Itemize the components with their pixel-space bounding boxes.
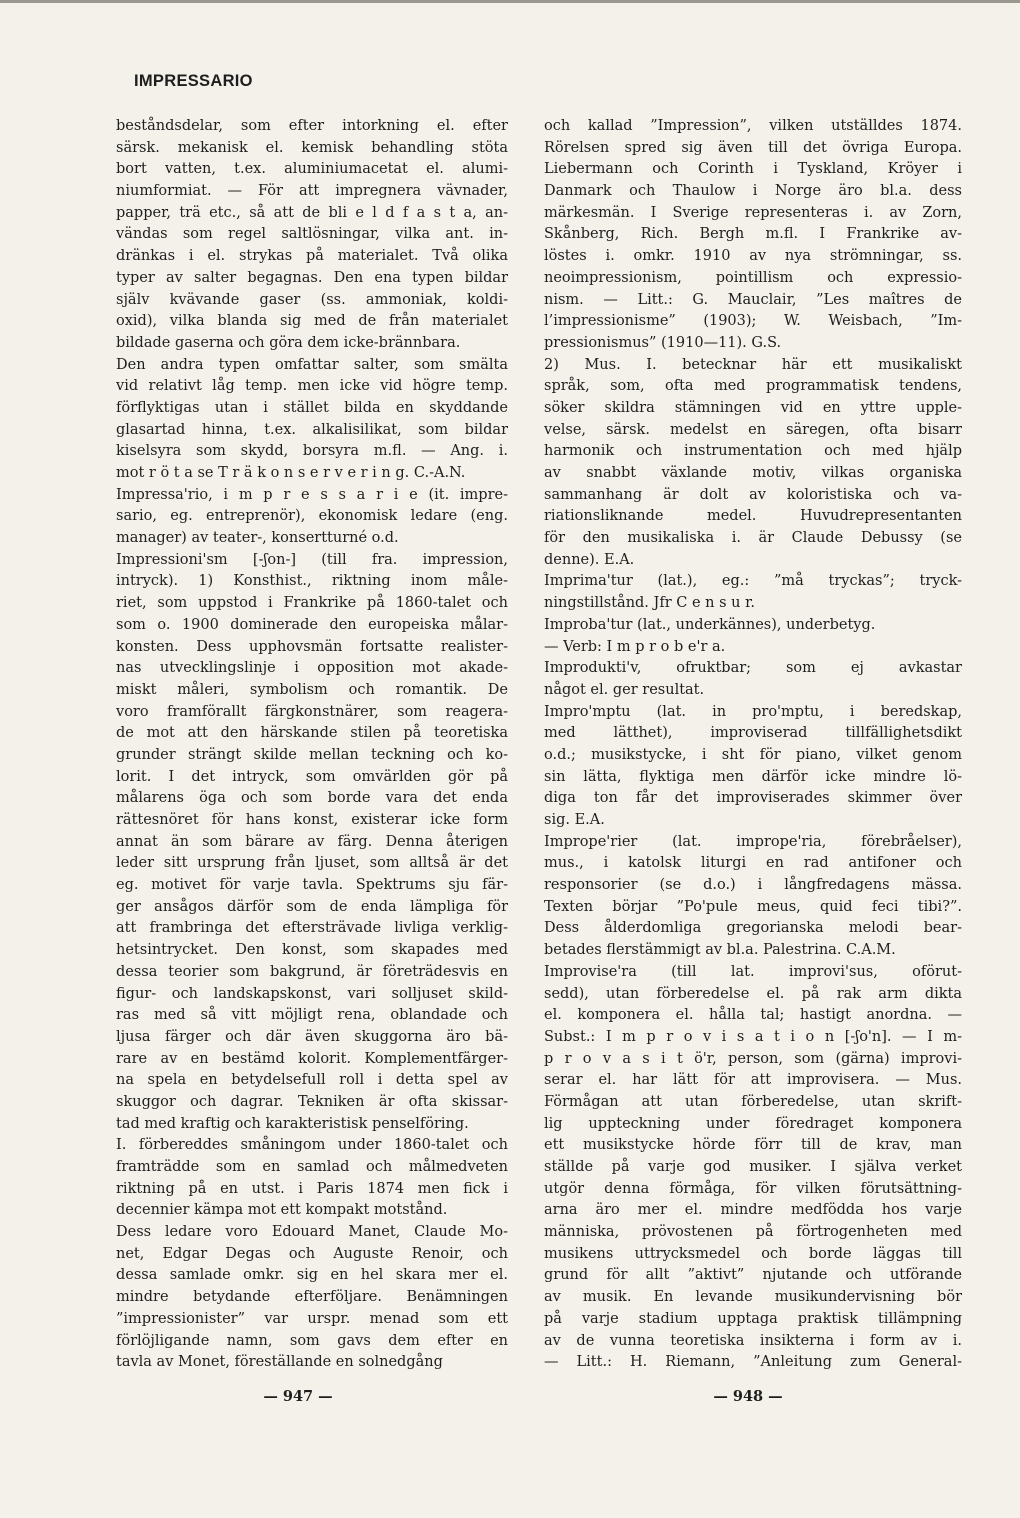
text-line: kiselsyra som skydd, borsyra m.fl. — Ang. i.	[116, 443, 508, 460]
text-line: arna äro mer el. mindre medfödda hos varje	[544, 1202, 962, 1219]
text-line: Förmågan att utan förberedelse, utan skrift-	[544, 1093, 962, 1110]
text-line: typer av salter begagnas. Den ena typen bildar	[116, 269, 508, 286]
text-line: av musik. En levande musikundervisning bör	[544, 1289, 962, 1306]
text-line: Subst.: I m p r o v i s a t i o n [-ʃo'n]. — I m-	[544, 1028, 962, 1045]
text-line: skuggor och dagrar. Tekniken är ofta skissar-	[116, 1093, 508, 1110]
text-line: papper, trä etc., så att de bli e l d f a s t a, an-	[116, 204, 508, 221]
text-line: Impressa'rio, i m p r e s s a r i e (it. impre-	[116, 486, 508, 503]
text-line: dessa samlade omkr. sig en hel skara mer el.	[116, 1267, 508, 1284]
text-line: Danmark och Thaulow i Norge äro bl.a. dess	[544, 183, 962, 200]
text-line: mot r ö t a se T r ä k o n s e r v e r i n g. C.-A.N.	[116, 465, 466, 481]
text-line: själv kvävande gaser (ss. ammoniak, koldi-	[116, 291, 508, 308]
text-line: mus., i katolsk liturgi en rad antifoner och	[544, 855, 962, 872]
text-line: I. förbereddes småningom under 1860-talet och	[116, 1137, 508, 1154]
text-line: p r o v a s i t ö'r, person, som (gärna) improvi-	[544, 1050, 962, 1067]
text-line: pressionismus” (1910—11). G.S.	[544, 334, 782, 351]
text-line: lorit. I det intryck, som omvärlden gör på	[116, 768, 508, 785]
text-line: neoimpressionism, pointillism och expressio-	[544, 269, 962, 286]
text-line: bort vatten, t.ex. aluminiumacetat el. alumi-	[116, 161, 508, 178]
text-line: ger ansågos därför som de enda lämpliga för	[116, 898, 508, 915]
text-line: löstes i. omkr. 1910 av nya strömningar, ss.	[544, 248, 962, 265]
text-line: voro framförallt färgkonstnärer, som reagera-	[116, 703, 508, 720]
text-line: sedd), utan förberedelse el. på rak arm dikta	[544, 985, 962, 1002]
text-line: sin lätta, flyktiga men därför icke mindre lö-	[544, 768, 962, 785]
text-line: na spela en betydelsefull roll i detta spel av	[116, 1072, 508, 1089]
text-line: bildade gaserna och göra dem icke-brännbara.	[116, 334, 461, 351]
text-line: på varje stadium upptaga praktisk tillämpning	[544, 1310, 962, 1327]
text-line: för den musikaliska i. är Claude Debussy (se	[544, 530, 962, 547]
text-line: med lätthet), improviserad tillfällighetsdikt	[544, 725, 962, 742]
text-line: ljusa färger och där även skuggorna äro bä-	[116, 1028, 508, 1045]
text-line: diga ton får det improviserades skimmer över	[544, 790, 962, 807]
text-line: niumformiat. — För att impregnera vävnader,	[116, 183, 508, 200]
text-line: glasartad hinna, t.ex. alkalisilikat, som bildar	[116, 421, 508, 438]
right-column	[544, 116, 962, 1376]
text-line: ”impressionister” var urspr. menad som ett	[116, 1310, 508, 1327]
text-line: denne). E.A.	[544, 551, 635, 568]
text-line: Improvise'ra (till lat. improvi'sus, oförut-	[544, 963, 962, 980]
text-line: serar el. har lätt för att improvisera. — Mus.	[544, 1072, 962, 1089]
text-line: manager) av teater-, konsertturné o.d.	[116, 530, 399, 547]
text-line: grund för allt ”aktivt” njutande och utförande	[544, 1267, 962, 1284]
text-line: mindre betydande efterföljare. Benämningen	[116, 1289, 508, 1306]
text-line: av de vunna teoretiska insikterna i form av i.	[544, 1332, 962, 1349]
left-column	[116, 116, 508, 1376]
text-line: responsorier (se d.o.) i långfredagens mässa.	[544, 877, 962, 894]
text-line: Improdukti'v, ofruktbar; som ej avkastar	[544, 660, 962, 677]
text-line: miskt måleri, symbolism och romantik. De	[116, 681, 508, 698]
text-line: förflyktigas utan i stället bilda en skyddande	[116, 399, 508, 416]
text-line: ett musikstycke hörde förr till de krav, man	[544, 1137, 962, 1154]
text-line: sario, eg. entreprenör), ekonomisk ledare (eng.	[116, 508, 508, 525]
text-line: riktning på en utst. i Paris 1874 men fick i	[116, 1180, 508, 1197]
text-line: språk, som, ofta med programmatisk tendens,	[544, 378, 962, 395]
text-line: beståndsdelar, som efter intorkning el. efter	[116, 118, 508, 134]
text-line: grunder strängt skilde mellan teckning och ko-	[116, 746, 508, 763]
text-line: Impressioni'sm [-ʃon-] (till fra. impression,	[116, 551, 508, 568]
text-line: eg. motivet för varje tavla. Spektrums sju fär-	[116, 877, 508, 894]
text-line: l’impressionisme” (1903); W. Weisbach, ”Im-	[544, 313, 962, 330]
text-line: Imprope'rier (lat. imprope'ria, förebråelser),	[544, 833, 962, 850]
text-line: människa, prövostenen på förtrogenheten med	[544, 1224, 962, 1241]
text-line: vid relativt låg temp. men icke vid högre temp.	[116, 378, 508, 395]
text-line: något el. ger resultat.	[544, 681, 705, 698]
text-line: musikens uttrycksmedel och borde läggas till	[544, 1245, 962, 1262]
text-line: sig. E.A.	[544, 812, 605, 828]
text-line: märkesmän. I Sverige representeras i. av Zorn,	[544, 204, 962, 221]
text-line: oxid), vilka blanda sig med de från materialet	[116, 313, 508, 330]
top-rule	[0, 0, 1020, 3]
text-line: tad med kraftig och karakteristisk penselföring.	[116, 1115, 469, 1132]
text-line: Liebermann och Corinth i Tyskland, Kröyer i	[544, 161, 962, 178]
page-number-right: — 948 —	[713, 1388, 783, 1405]
text-line: Texten börjar ”Po'pule meus, quid feci tibi?”.	[544, 898, 962, 915]
text-line: figur- och landskapskonst, vari solljuset skild-	[116, 985, 508, 1002]
text-line: rare av en bestämd kolorit. Komplementfärger-	[116, 1050, 508, 1067]
text-line: dessa teorier som bakgrund, är företrädesvis en	[116, 963, 508, 980]
text-line: särsk. mekanisk el. kemisk behandling stöta	[116, 139, 508, 156]
text-line: riationsliknande medel. Huvudrepresentanten	[544, 508, 962, 525]
text-line: el. komponera el. hålla tal; hastigt anordna. —	[544, 1007, 962, 1024]
text-line: net, Edgar Degas och Auguste Renoir, och	[116, 1245, 508, 1262]
text-line: konsten. Dess upphovsmän fortsatte realister-	[116, 638, 508, 655]
text-line: Dess ledare voro Edouard Manet, Claude Mo-	[116, 1224, 508, 1241]
text-line: de mot att den härskande stilen på teoretiska	[116, 725, 508, 742]
text-line: 2) Mus. I. betecknar här ett musikaliskt	[544, 356, 962, 373]
text-line: Rörelsen spred sig även till det övriga Europa.	[544, 139, 962, 156]
text-line: riet, som uppstod i Frankrike på 1860-talet och	[116, 595, 508, 612]
text-line: harmonik och instrumentation och med hjälp	[544, 443, 962, 460]
text-line: Den andra typen omfattar salter, som smälta	[116, 356, 508, 373]
text-line: Imprima'tur (lat.), eg.: ”må tryckas”; tryck-	[544, 573, 962, 590]
text-line: betades flerstämmigt av bl.a. Palestrina. C.A.M.	[544, 942, 896, 959]
text-line: Impro'mptu (lat. in pro'mptu, i beredskap,	[544, 703, 962, 720]
text-line: utgör denna förmåga, för vilken förutsättning-	[544, 1180, 962, 1197]
text-line: ningstillstånd. Jfr C e n s u r.	[544, 595, 756, 612]
text-line: söker skildra stämningen vid en yttre upple-	[544, 399, 962, 416]
text-line: målarens öga och som borde vara det enda	[116, 790, 508, 807]
text-line: leder sitt ursprung från ljuset, som alltså är det	[116, 855, 508, 872]
text-line: nism. — Litt.: G. Mauclair, ”Les maîtres de	[544, 291, 962, 308]
text-line: — Verb: I m p r o b e'r a.	[544, 638, 726, 655]
text-line: decennier kämpa mot ett kompakt motstånd.	[116, 1202, 448, 1219]
text-line: Dess ålderdomliga gregorianska melodi bear-	[544, 920, 962, 937]
text-line: o.d.; musikstycke, i sht för piano, vilket genom	[544, 746, 962, 763]
text-line: Skånberg, Rich. Bergh m.fl. I Frankrike av-	[544, 226, 962, 243]
text-line: sammanhang är dolt av koloristiska och va-	[544, 486, 962, 503]
text-line: tavla av Monet, föreställande en solnedgång	[116, 1354, 443, 1371]
text-line: av snabbt växlande motiv, vilkas organiska	[544, 465, 962, 481]
page-number-left: — 947 —	[263, 1388, 333, 1405]
text-line: intryck). 1) Konsthist., riktning inom måle-	[116, 573, 508, 590]
text-line: framträdde som en samlad och målmedveten	[116, 1159, 508, 1175]
text-line: vändas som regel saltlösningar, vilka ant. in-	[116, 226, 508, 243]
text-line: lig uppteckning under föredraget komponera	[544, 1115, 962, 1132]
text-line: att frambringa det eftersträvade livliga verklig-	[116, 920, 508, 937]
text-line: nas utvecklingslinje i opposition mot akade-	[116, 660, 508, 677]
text-line: rättesnöret för hans konst, existerar icke form	[116, 812, 508, 828]
text-line: Improba'tur (lat., underkännes), underbetyg.	[544, 616, 876, 633]
text-line: annat än som bärare av färg. Denna återigen	[116, 833, 508, 850]
text-line: ställde på varje god musiker. I själva verket	[544, 1159, 962, 1175]
text-line: ras med så vitt möjligt rena, oblandade och	[116, 1007, 508, 1024]
text-line: förlöjligande namn, som gavs dem efter en	[116, 1332, 508, 1349]
text-line: och kallad ”Impression”, vilken utställdes 1874.	[544, 118, 962, 134]
text-line: velse, särsk. medelst en säregen, ofta bisarr	[544, 421, 962, 438]
text-line: som o. 1900 dominerade den europeiska målar-	[116, 616, 508, 633]
running-head: IMPRESSARIO	[134, 72, 253, 90]
text-line: dränkas i el. strykas på materialet. Två olika	[116, 248, 508, 265]
text-line: hetsintrycket. Den konst, som skapades med	[116, 942, 508, 959]
text-line: — Litt.: H. Riemann, ”Anleitung zum General-	[544, 1354, 962, 1371]
